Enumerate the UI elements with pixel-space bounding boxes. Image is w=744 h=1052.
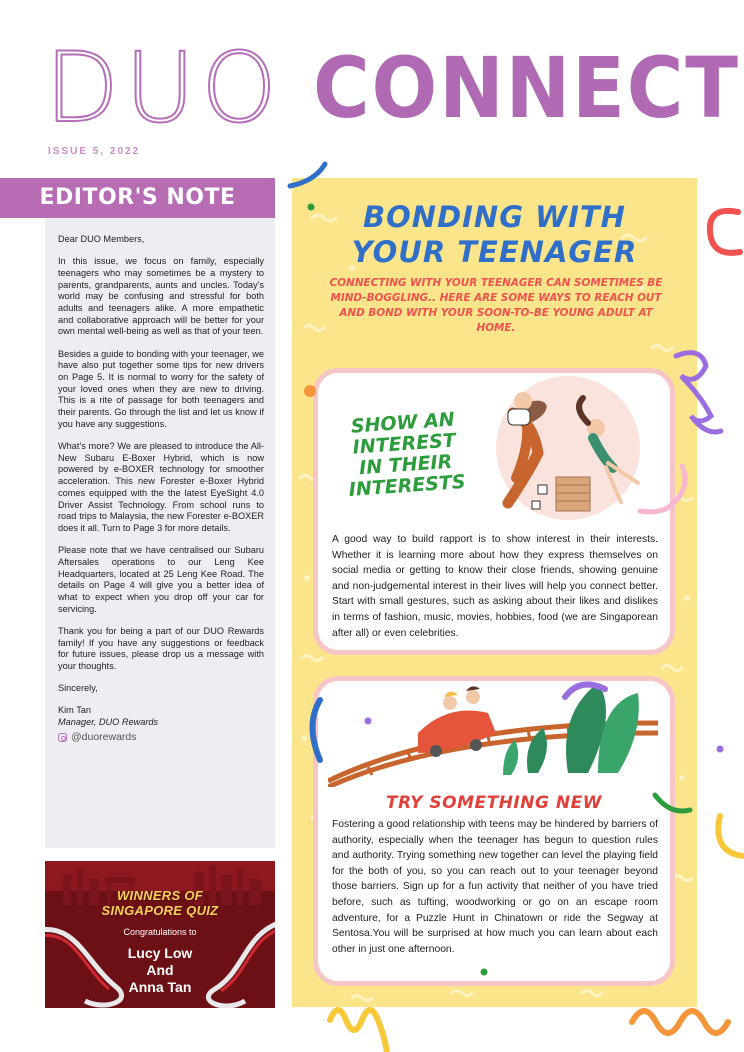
signature-name: Kim Tan	[58, 705, 92, 716]
section-title-interests: SHOW AN INTEREST IN THEIR INTERESTS	[348, 408, 467, 501]
editors-note-heading: EDITOR'S NOTE	[0, 178, 275, 218]
masthead-title-duo: DUO	[45, 32, 283, 144]
section-body-interests: A good way to build rapport is to show interest in their interests. Whether it is learning more about how they express themselves on social media or getting to know their close friends, showing genuine and non-judgemental interest in their lives will help you connect better. Start with small gestures, such as asking about their likes and dislikes in terms of fashion, music, movies, hobbies, food (we are Singaporean after all) or even celebrities.	[332, 534, 658, 639]
editor-paragraph: Thank you for being a part of our DUO Rewards family! If you have any suggestions or feedback for future issues, please drop us a message with your thoughts.	[58, 625, 264, 671]
editor-paragraph: What's more? We are pleased to introduce the All-New Subaru E-Boxer Hybrid, which is now powered by e-BOXER technology for smoother acceleration. This new Forester e-Boxer Hybrid comes equipped with the the latest EyeSight 4.0 Driver Assist Technology. From school runs to road trips to Malaysia, the new Forester e-BOXER does it all. Turn to Page 3 for more details.	[58, 441, 264, 533]
winner-name: Lucy Low	[127, 945, 193, 961]
section-body-something-new: Fostering a good relationship with teens may be hindered by barriers of authority, especially when the teenager has begun to question rules and authority. Trying something new together can level the playing field for the both of you, so you can reach out to your teenager beyond those barriers. Sign up for a fun activity that neither of you have tried before, such as tufting, woodworking or go on an escape room adventure, for a Puzzle Hunt in Chinatown or ride the Segway at Sentosa.You will be surprised at how much you can learn about each other in just one afternoon.	[332, 819, 658, 955]
winner-name: Anna Tan	[128, 979, 192, 995]
feature-title-line2: YOUR TEENAGER	[351, 235, 638, 269]
feature-subtitle: CONNECTING WITH YOUR TEENAGER CAN SOMETIMES BE MIND-BOGGLING.. HERE ARE SOME WAYS TO REACH OUT AND BOND WITH YOUR SOON-TO-BE YOUNG ADULT AT HOME.	[329, 277, 663, 334]
editor-paragraph: Dear DUO Members,	[58, 234, 145, 244]
section-title-something-new: TRY SOMETHING NEW	[386, 793, 602, 813]
winners-congrats: Congratulations to	[123, 927, 197, 937]
winners-title-line2: SINGAPORE QUIZ	[101, 903, 219, 918]
instagram-handle-text: @duorewards	[71, 730, 137, 743]
editor-paragraph: Besides a guide to bonding with your teenager, we have also put together some tips for new drivers on Page 5. It is normal to worry for the safety of your loved ones when they are new to driving. This is a rite of passage for both teenagers and their parents. Go through the list and let us know if you have any suggestions.	[58, 348, 264, 429]
editor-paragraph: In this issue, we focus on family, especially teenagers who may sometimes be a mystery to parents, grandparents, aunts and uncles. Today's world may be confusing and stressful for both adults and teenagers alike. A more empathetic and collaborative approach will be better for your own mental well-being as well as that of your teen.	[58, 256, 264, 337]
signature-role: Manager, DUO Rewards	[58, 717, 159, 728]
editor-paragraph: Please note that we have centralised our Subaru Aftersales operations to our Leng Kee Headquarters, located at 25 Leng Kee Road. The details on Page 4 will give you a better idea of what to expect when you drop off your car for servicing.	[58, 545, 264, 614]
editor-paragraph: Sincerely,	[58, 683, 98, 694]
winners-title-line1: WINNERS OF	[116, 888, 204, 903]
winner-joiner: And	[146, 962, 174, 978]
masthead-title-connect: CONNECT	[313, 39, 740, 137]
feature-title-line1: BONDING WITH	[363, 200, 626, 234]
issue-label: ISSUE 5, 2022	[48, 146, 141, 157]
